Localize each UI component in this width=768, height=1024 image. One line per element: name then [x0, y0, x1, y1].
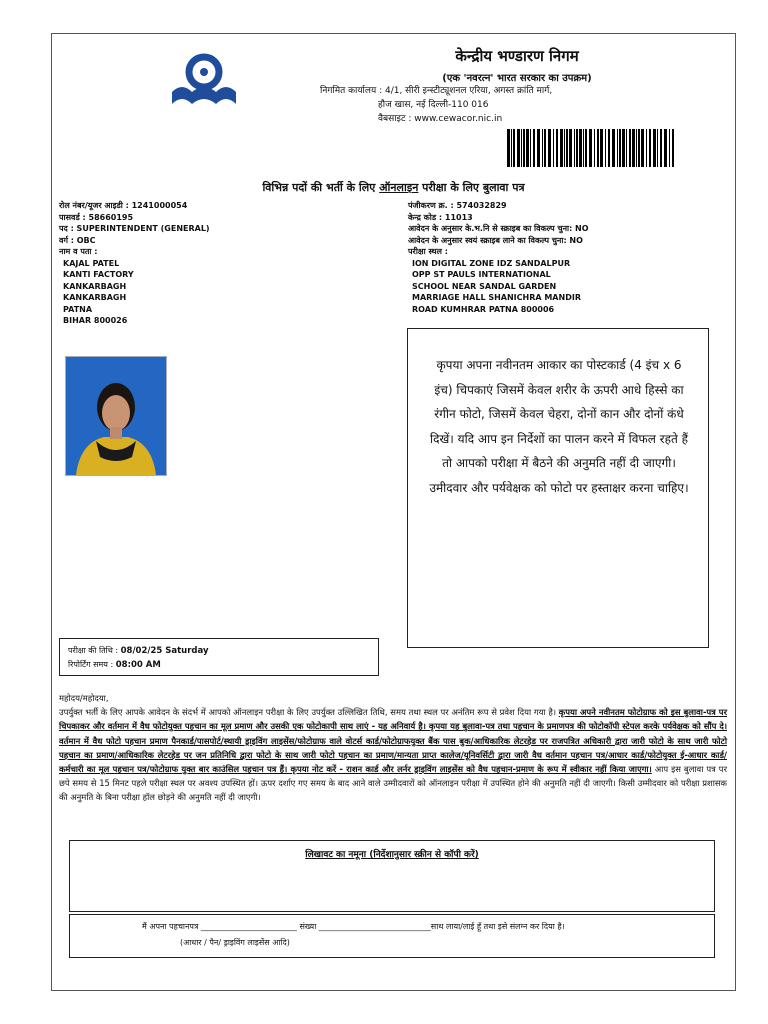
- address-line: KANKARBAGH: [63, 281, 127, 291]
- postcard-photo-box: [407, 328, 709, 648]
- title-suffix: परीक्षा के लिए बुलावा पत्र: [418, 181, 525, 194]
- name-address-label: नाम व पता :: [59, 247, 98, 256]
- reporting-time-label: रिपोर्टिंग समय :: [68, 660, 116, 669]
- registration-number: पंजीकरण क्र. : 574032829: [408, 201, 507, 210]
- salutation: महोदय/महोदया,: [59, 693, 109, 703]
- registration-info: [408, 200, 738, 315]
- venue-line: ION DIGITAL ZONE IDZ SANDALPUR: [412, 258, 571, 268]
- title-underlined: ऑनलाइन: [379, 181, 419, 194]
- exam-details-box: [59, 638, 379, 676]
- candidate-address: [59, 258, 389, 327]
- handwriting-sample-title: लिखावट का नमूना (निर्देशानुसार स्क्रीन से कॉपी करें): [305, 850, 479, 860]
- para1-underlined: कृपया अपने नवीनतम फोटोग्राफ को इस बुलावा-पत्र पर चिपकाकर और वर्तमान में वैध फोटोयुक्त पहचान का मूल प्रमाण और उसकी एक फोटोकापी साथ लाएं - यह अनिवार्य है। कृपया यह बुलावा-पत्र तथा पहचान के प्रमाणपत्र की फोटोकॉपी स्टेपल करके पर्यवेक्षक को सौंप दे। वर्तमान में वैध फोटो पहचान प्रमाण पैनकार्ड/पासपोर्ट/स्थायी ड्राइविंग लाइसेंस/फोटोग्राफ वाले वोटर्स कार्ड/फोटोग्राफयुक्त बैंक पास बुक/आधिकारिक लेटरहेड पर राजपत्रित अधिकारी द्वारा जारी फोटो के साथ जारी फोटो पहचान का प्रमाण/आधिकारिक लेटरहेड पर जन प्रतिनिधि द्वारा फोटो के साथ जारी फोटो पहचान का प्रमाण/मान्यता प्राप्त कालेज/यूनिवर्सिटी द्वारा जारी वैध वर्तमान पहचान पत्र/आधार कार्ड/फोटोयुक्त ई-आधार कार्ड/कर्मचारी का मूल पहचान पत्र/फोटोग्राफ युक्त बार काउंसिल पहचान पत्र हैं। कृपया नोट करें - राशन कार्ड और लर्नर ड्राइविंग लाइसेंस को वैध पहचान-प्रमाण के रूप में स्वीकार नहीं किया जाएगा।: [59, 707, 727, 775]
- address-line: KAJAL PATEL: [63, 258, 120, 268]
- venue-address: [408, 258, 738, 316]
- org-subtitle: (एक 'नवरत्न' भारत सरकार का उपक्रम): [442, 73, 592, 84]
- barcode: [507, 129, 675, 167]
- post: पद : SUPERINTENDENT (GENERAL): [59, 224, 210, 233]
- admit-card-page: [51, 33, 736, 991]
- instructions-paragraph: [59, 705, 727, 804]
- address-line: PATNA: [63, 304, 93, 314]
- scribe-option: आवेदन के अनुसार के.भ.नि से स्क्राइब का विकल्प चुना: NO: [408, 224, 589, 233]
- postcard-instruction: कृपया अपना नवीनतम आकार का पोस्टकार्ड (4 इंच x 6 इंच) चिपकाएं जिसमें केवल शरीर के ऊपरी आधे हिस्से का रंगीन फोटो, जिसमें केवल चेहरा, दोनों कान और दोनों कंधे दिखें। यदि आप इन निर्देशों का पालन करने में विफल रहते हैं तो आपको परीक्षा में बैठने की अनुमति नहीं दी जाएगी। उमीदवार और पर्यवेक्षक को फोटो पर हस्ताक्षर करना चाहिए।: [429, 358, 689, 495]
- address-line: KANKARBAGH: [63, 293, 127, 302]
- password: पासवर्ड : 58660195: [59, 212, 134, 222]
- id-declaration-box: [69, 914, 715, 958]
- venue-line: MARRIAGE HALL SHANICHRA MANDIR: [412, 293, 581, 302]
- letter-title: [52, 180, 735, 195]
- cwc-logo-icon: [170, 52, 238, 110]
- id-type-hint: (आधार / पैन/ ड्राइविंग लाइसेंस आदि): [180, 938, 290, 947]
- para1: उपर्युक्त भर्ती के लिए आपके आवेदन के संदर्भ में आपको ऑनलाइन परीक्षा के लिए उपर्युक्त उल्लिखित तिथि, समय तथा स्थल पर अनंतिम रूप से प्रवेश दिया गया है।: [59, 707, 559, 718]
- address-line-2: हौज खास, नई दिल्ली-110 016: [378, 100, 489, 110]
- venue-line: OPP ST PAULS INTERNATIONAL: [412, 270, 551, 279]
- category: वर्ग : OBC: [59, 235, 96, 245]
- website: वैबसाइट : www.cewacor.nic.in: [378, 114, 503, 124]
- address-line: KANTI FACTORY: [63, 270, 134, 279]
- roll-number: रोल नंबर/यूजर आइडी : 1241000054: [59, 201, 188, 210]
- org-address: [320, 84, 620, 126]
- reporting-time-value: 08:00 AM: [115, 660, 161, 670]
- org-name: केन्द्रीय भण्डारण निगम: [455, 47, 579, 65]
- reporting-time: [68, 658, 370, 672]
- venue-line: ROAD KUMHRAR PATNA 800006: [412, 304, 555, 314]
- exam-date: [68, 644, 370, 658]
- exam-date-value: 08/02/25 Saturday: [120, 646, 209, 656]
- venue-label: परीक्षा स्थल :: [408, 247, 448, 256]
- centre-code: केन्द्र कोड : 11013: [408, 212, 473, 222]
- exam-date-label: परीक्षा की तिथि :: [68, 646, 121, 655]
- candidate-info: [59, 200, 389, 327]
- id-declaration-line: मैं अपना पहचानपत्र ________________________ संख्या ____________________________साथ लाया/लाई हूँ तथा इसे संलग्न कर दिया है।: [142, 922, 565, 931]
- own-scribe-option: आवेदन के अनुसार स्वयं स्क्राइब लाने का विकल्प चुना: NO: [408, 235, 583, 245]
- candidate-photo: [65, 356, 167, 476]
- handwriting-sample-box: [69, 840, 715, 912]
- para2: आप इस बुलावा पत्र पर छपे समय से 15 मिनट पहले परीक्षा स्थल पर अवश्य उपस्थित हों। ऊपर दर्शाए गए समय के बाद आने वाले उम्मीदवारों को ऑनलाइन परीक्षा में उपस्थित होने की अनुमति नहीं दी जाएगी। किसी उम्मीदवार को परीक्षा प्रशासक की अनुमति के बिना परीक्षा हॉल छोड़ने की अनुमति नहीं दी जाएगी।: [59, 764, 727, 803]
- instructions-body: [59, 691, 727, 805]
- venue-line: SCHOOL NEAR SANDAL GARDEN: [412, 281, 557, 291]
- title-prefix: विभिन्न पदों की भर्ती के लिए: [262, 181, 380, 194]
- address-line-1: निगमित कार्यालय : 4/1, सीरी इन्स्टीट्यूशनल एरिया, अगस्त क्रांति मार्ग,: [320, 86, 553, 96]
- address-line: BIHAR 800026: [63, 316, 128, 325]
